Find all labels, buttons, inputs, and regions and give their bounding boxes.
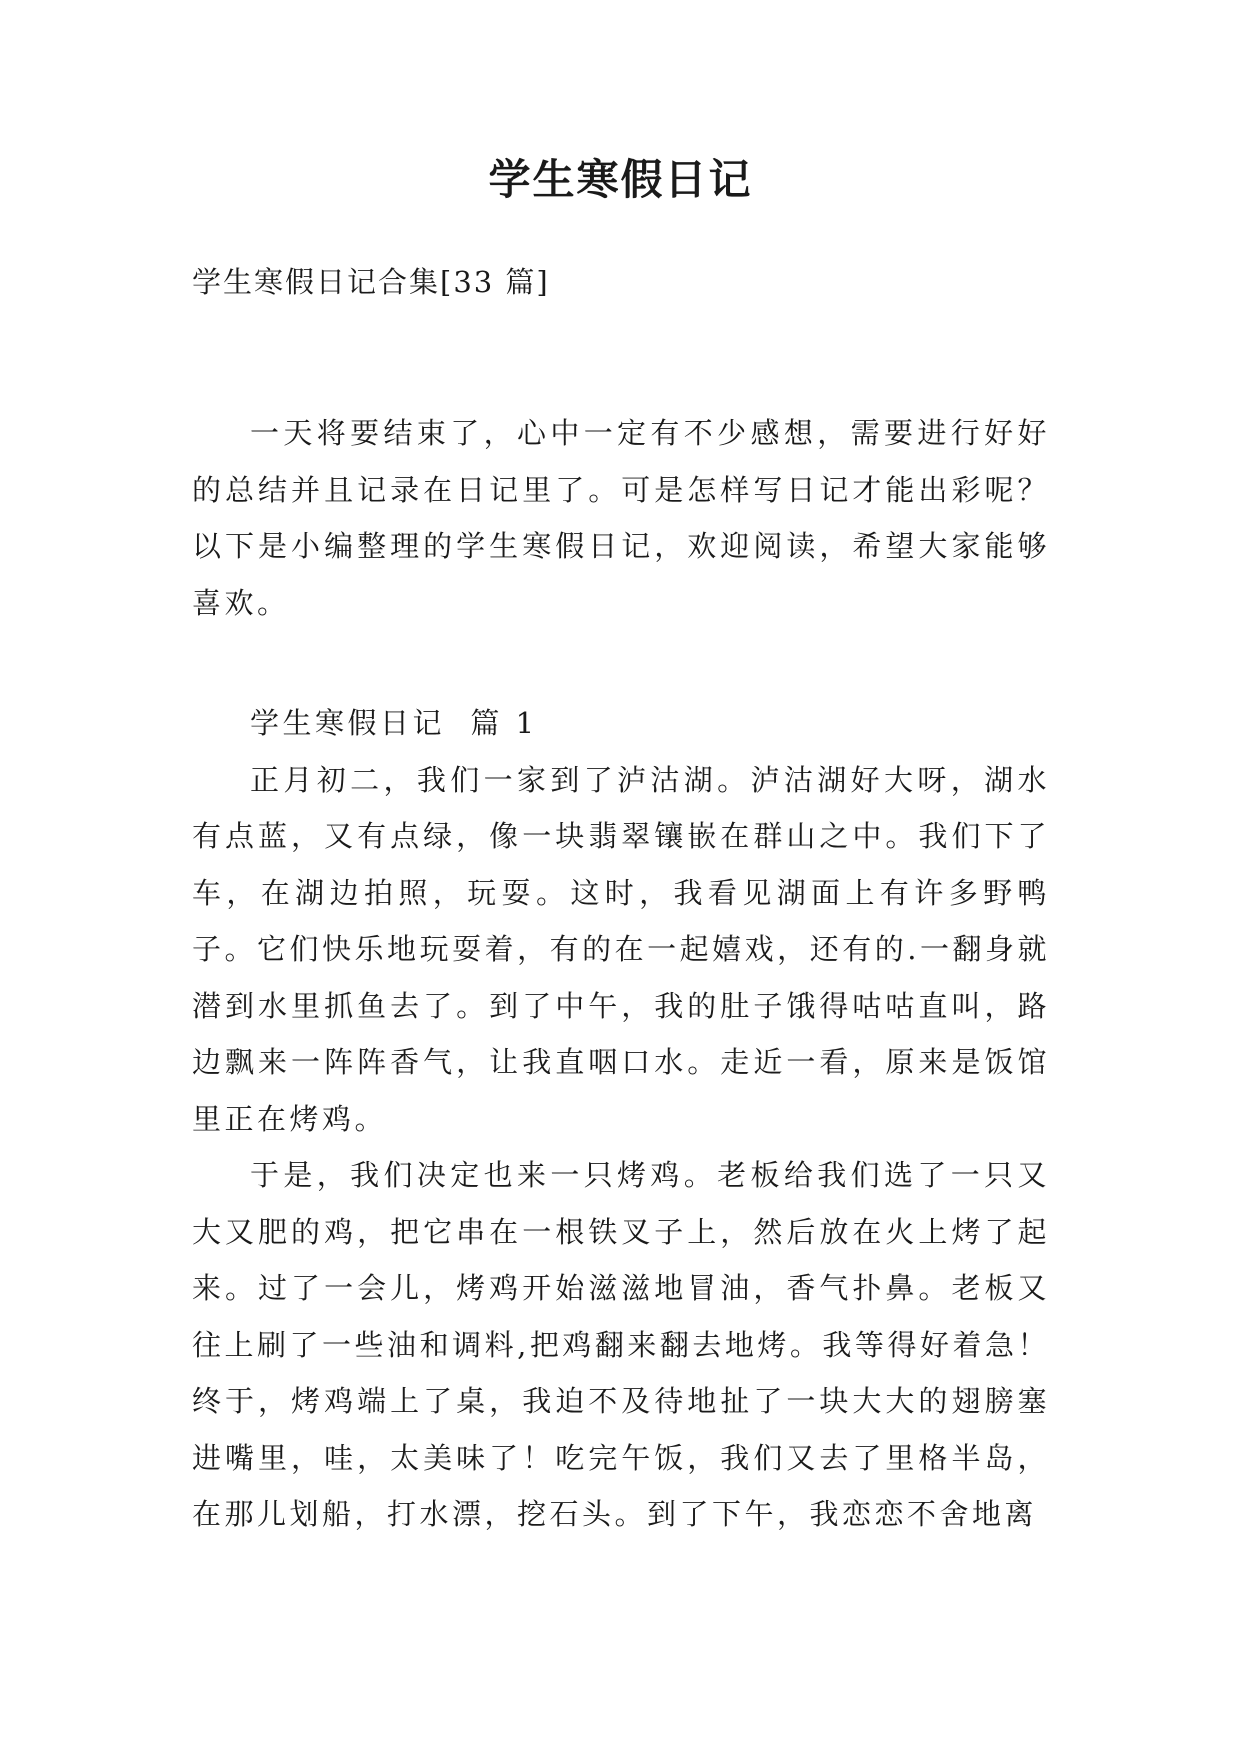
section-heading: 学生寒假日记 篇 1 [250, 706, 538, 740]
body-paragraph: 于是，我们决定也来一只烤鸡。老板给我们选了一只又大又肥的鸡，把它串在一根铁叉子上，然后放在火上烤了起来。过了一会儿，烤鸡开始滋滋地冒油，香气扑鼻。老板又往上刷了一些油和调料,把鸡翻来翻去地烤。我等得好着急！终于，烤鸡端上了桌，我迫不及待地扯了一块大大的翅膀塞进嘴里，哇，太美味了！吃完午饭，我们又去了里格半岛，在那儿划船，打水漂，挖石头。到了下午，我恋恋不舍地离 [192, 1158, 1050, 1531]
document-title: 学生寒假日记 [488, 155, 753, 204]
diary-section [192, 695, 1050, 1543]
intro-paragraph: 一天将要结束了，心中一定有不少感想，需要进行好好的总结并且记录在日记里了。可是怎样写日记才能出彩呢？以下是小编整理的学生寒假日记，欢迎阅读，希望大家能够喜欢。 [192, 416, 1050, 620]
document-subtitle: 学生寒假日记合集[33 篇] [192, 265, 550, 299]
body-paragraph: 正月初二，我们一家到了泸沽湖。泸沽湖好大呀，湖水有点蓝，又有点绿，像一块翡翠镶嵌在群山之中。我们下了车，在湖边拍照，玩耍。这时，我看见湖面上有许多野鸭子。它们快乐地玩耍着，有的在一起嬉戏，还有的.一翻身就潜到水里抓鱼去了。到了中午，我的肚子饿得咕咕直叫，路边飘来一阵阵香气，让我直咽口水。走近一看，原来是饭馆里正在烤鸡。 [192, 762, 1050, 1136]
intro-block [192, 405, 1050, 631]
